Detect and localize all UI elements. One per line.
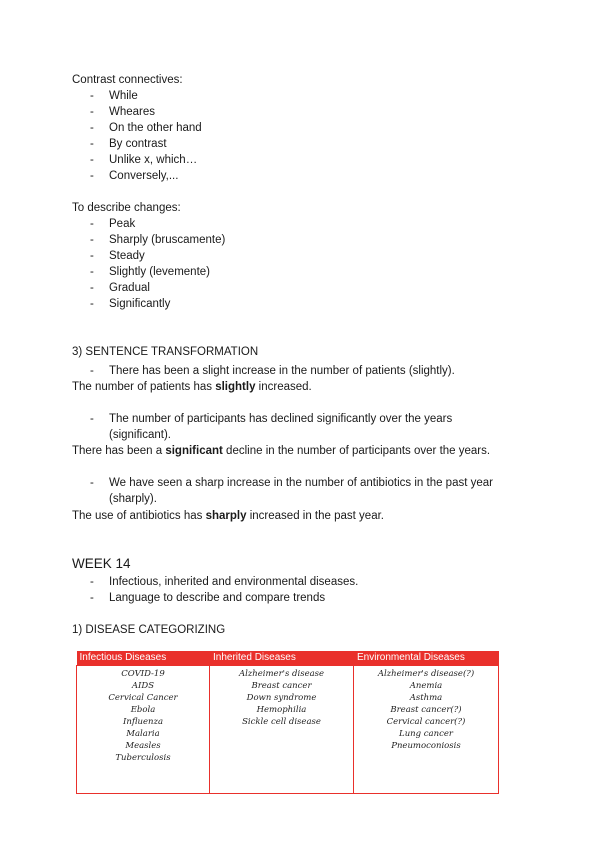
week-title: WEEK 14 — [72, 556, 131, 571]
exercise-prompt: We have seen a sharp increase in the number of antibiotics in the past year — [109, 477, 493, 489]
inherited-cell — [210, 666, 354, 794]
bullet-dash: - — [90, 122, 94, 134]
section-heading: 3) SENTENCE TRANSFORMATION — [72, 346, 259, 358]
bullet-dash: - — [90, 234, 94, 246]
bullet-dash: - — [90, 477, 94, 489]
disease-entry: Alzheimer's disease(?) — [377, 669, 475, 679]
table-header-row — [77, 651, 499, 666]
exercise-answer — [72, 509, 384, 523]
exercise-answer — [72, 444, 490, 458]
exercise-prompt: The number of participants has declined significantly over the years — [109, 413, 453, 425]
bullet-dash: - — [90, 250, 94, 262]
disease-entry: COVID-19 — [121, 669, 165, 679]
environmental-cell — [354, 666, 499, 794]
answer-text: The number of patients has — [72, 381, 216, 393]
bullet-dash: - — [90, 154, 94, 166]
list-item: Gradual — [109, 282, 150, 294]
bullet-dash: - — [90, 218, 94, 230]
disease-entry: AIDS — [131, 681, 155, 691]
list-item: Sharply (bruscamente) — [109, 234, 226, 246]
disease-entry: Malaria — [126, 729, 160, 739]
column-header-infectious: Infectious Diseases — [77, 651, 210, 666]
disease-entry: Asthma — [409, 693, 443, 703]
disease-entry: Lung cancer — [399, 729, 453, 739]
bullet-dash: - — [90, 365, 94, 377]
list-item: Slightly (levemente) — [109, 266, 210, 278]
exercise-answer — [72, 380, 312, 394]
exercise-prompt: There has been a slight increase in the number of patients (slightly). — [109, 365, 455, 377]
bullet-dash: - — [90, 106, 94, 118]
answer-text: decline in the number of participants over the years. — [222, 445, 491, 457]
list-item: While — [109, 90, 138, 102]
list-item: Unlike x, which… — [109, 154, 198, 166]
answer-keyword: slightly — [215, 381, 256, 393]
list-item: Peak — [109, 218, 136, 230]
bullet-dash: - — [90, 90, 94, 102]
disease-entry: Anemia — [409, 681, 443, 691]
column-header-environmental: Environmental Diseases — [354, 651, 499, 666]
table-row — [77, 666, 499, 794]
answer-keyword: sharply — [205, 510, 247, 522]
answer-text: increased in the past year. — [246, 510, 384, 522]
section-heading: 1) DISEASE CATEGORIZING — [72, 624, 226, 636]
bullet-dash: - — [90, 266, 94, 278]
bullet-dash: - — [90, 592, 94, 604]
disease-entry: Influenza — [122, 717, 164, 727]
disease-entry: Breast cancer(?) — [390, 705, 462, 715]
disease-entry: Cervical Cancer — [108, 693, 178, 703]
answer-text: increased. — [255, 381, 312, 393]
answer-keyword: significant — [165, 445, 223, 457]
bullet-dash: - — [90, 282, 94, 294]
disease-entry: Hemophilia — [256, 705, 307, 715]
exercise-prompt-cont: (significant). — [109, 429, 171, 441]
list-item: By contrast — [109, 138, 167, 150]
disease-entry: Alzheimer's disease — [238, 669, 325, 679]
list-item: Significantly — [109, 298, 171, 310]
infectious-cell — [77, 666, 210, 794]
exercise-prompt-cont: (sharply). — [109, 493, 157, 505]
bullet-dash: - — [90, 170, 94, 182]
changes-heading: To describe changes: — [72, 202, 181, 214]
list-item: Conversely,... — [109, 170, 179, 182]
list-item: Infectious, inherited and environmental diseases. — [109, 576, 359, 588]
disease-entry: Tuberculosis — [115, 753, 171, 763]
disease-entry: Breast cancer — [251, 681, 312, 691]
list-item: Steady — [109, 250, 145, 262]
bullet-dash: - — [90, 298, 94, 310]
list-item: Wheares — [109, 106, 156, 118]
disease-entry: Cervical cancer(?) — [386, 717, 466, 727]
answer-text: There has been a — [72, 445, 166, 457]
contrast-heading: Contrast connectives: — [72, 74, 183, 86]
list-item: Language to describe and compare trends — [109, 592, 326, 604]
bullet-dash: - — [90, 576, 94, 588]
answer-text: The use of antibiotics has — [72, 510, 206, 522]
disease-entry: Ebola — [130, 705, 156, 715]
disease-table — [76, 651, 499, 794]
list-item: On the other hand — [109, 122, 202, 134]
column-header-inherited: Inherited Diseases — [210, 651, 354, 666]
disease-entry: Pneumoconiosis — [391, 741, 461, 751]
bullet-dash: - — [90, 138, 94, 150]
disease-entry: Measles — [125, 741, 161, 751]
disease-entry: Sickle cell disease — [242, 717, 321, 727]
bullet-dash: - — [90, 413, 94, 425]
disease-entry: Down syndrome — [246, 693, 317, 703]
